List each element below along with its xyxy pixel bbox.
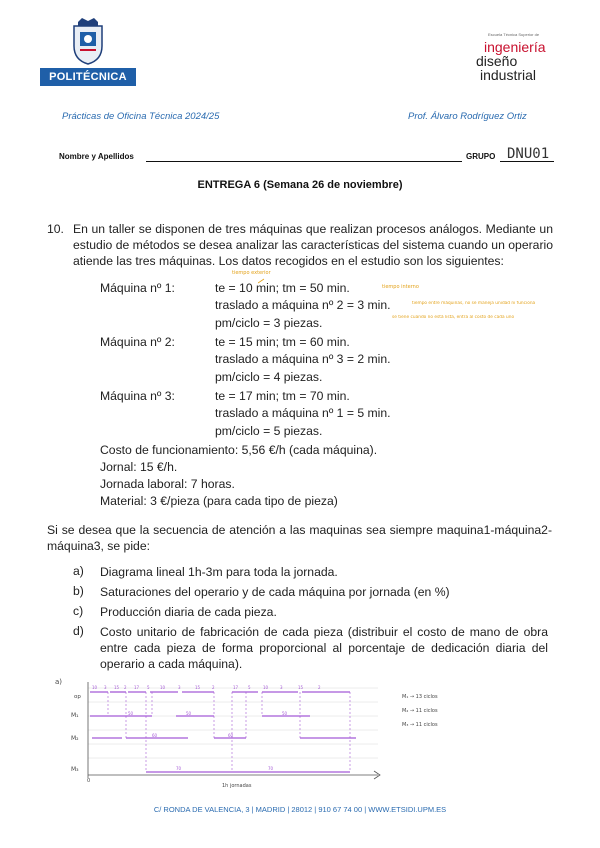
item-b-letter: b) [73, 584, 84, 598]
machine-3-transfer: traslado a máquina nº 1 = 5 min. [215, 406, 391, 420]
machine-2-pieces: pm/ciclo = 4 piezas. [215, 370, 323, 384]
footer-address: C/ RONDA DE VALENCIA, 3 | MADRID | 28012 | 910 67 74 00 | WWW.ETSIDI.UPM.ES [153, 805, 447, 814]
seg-label: 3 [104, 685, 107, 690]
machine-3-pieces: pm/ciclo = 5 piezas. [215, 424, 323, 438]
seg-label: 10 [92, 685, 98, 690]
logo-subtitle: Escuela Técnica Superior de [488, 32, 540, 37]
seg-label: 2 [212, 685, 215, 690]
row-m1-label: M₁ [71, 712, 79, 719]
note-transfer-1: tiempo entre máquinas, no se maneja unidad ni funciona [412, 301, 536, 306]
m1-value-label: 50 [128, 711, 134, 716]
professor-name: Prof. Álvaro Rodríguez Ortiz [408, 111, 527, 122]
page-title: ENTREGA 6 (Semana 26 de noviembre) [197, 179, 403, 191]
cost-material: Material: 3 €/pieza (para cada tipo de pieza) [100, 494, 338, 508]
seg-label: 15 [195, 685, 201, 690]
machine-2-transfer: traslado a máquina nº 3 = 2 min. [215, 352, 391, 366]
m1-value-label: 50 [282, 711, 288, 716]
m3-value-label: 70 [176, 766, 182, 771]
legend-m1: M₁ → 13 ciclos [402, 694, 438, 700]
problem-number: 10. [47, 222, 64, 236]
m1-value-label: 50 [186, 711, 192, 716]
machine-1-times: te = 10 min; tm = 50 min. [215, 281, 350, 295]
x-axis-label: 1h jornadas [222, 783, 252, 789]
note-transfer-2: se tiene cuando no está lista, entra al costo de cada uno [392, 315, 515, 320]
m2-value-label: 60 [152, 733, 158, 738]
cost-workday: Jornada laboral: 7 horas. [100, 477, 235, 491]
row-m3-label: M₃ [71, 766, 79, 773]
seg-label: 2 [124, 685, 127, 690]
origin-label: 0 [87, 778, 91, 784]
logo-ingenieria-text: ingeniería [484, 39, 546, 55]
seg-label: 15 [114, 685, 120, 690]
item-a-letter: a) [73, 564, 84, 578]
sequence-text: Si se desea que la secuencia de atención a las maquinas sea siempre maquina1-máquina2-máquina3, se pide: [47, 523, 552, 553]
logo-industrial: industrial [480, 67, 537, 83]
m2-value-label: 60 [228, 733, 234, 738]
seg-label: 17 [233, 685, 239, 690]
item-b-text: Saturaciones del operario y de cada máquina por jornada (en %) [100, 585, 450, 599]
seg-label: 3 [178, 685, 181, 690]
note-tm: tiempo interno [382, 284, 419, 290]
item-c-text: Producción diaria de cada pieza. [100, 605, 277, 619]
machine-3-times: te = 17 min; tm = 70 min. [215, 389, 350, 403]
seg-label: 5 [248, 685, 251, 690]
machine-1-pieces: pm/ciclo = 3 piezas. [215, 316, 323, 330]
machine-1-transfer: traslado a máquina nº 2 = 3 min. [215, 298, 391, 312]
item-d-text: Costo unitario de fabricación de cada pieza (distribuir el costo de mano de obra entre cada pieza de forma proporcional al porcentaje de dedicación diaria del operario a cada máquina). [100, 625, 548, 671]
legend-m3: M₃ → 11 ciclos [402, 722, 438, 728]
machine-3-label: Máquina nº 3: [100, 389, 175, 403]
group-value: DNU01 [507, 146, 550, 162]
seg-label: 10 [160, 685, 166, 690]
item-a-text: Diagrama lineal 1h-3m para toda la jornada. [100, 565, 338, 579]
seg-label: 10 [263, 685, 269, 690]
answer-a-label: a) [55, 678, 63, 686]
cost-operation: Costo de funcionamiento: 5,56 €/h (cada máquina). [100, 443, 378, 457]
row-m2-label: M₂ [71, 735, 79, 742]
m3-value-label: 70 [268, 766, 274, 771]
seg-label: 3 [280, 685, 283, 690]
course-name: Prácticas de Oficina Técnica 2024/25 [62, 111, 220, 122]
seg-label: 2 [318, 685, 321, 690]
row-op-label: op [74, 694, 81, 700]
machine-2-label: Máquina nº 2: [100, 335, 175, 349]
note-te: tiempo exterior [232, 270, 271, 276]
seg-label: 17 [134, 685, 140, 690]
politecnica-badge: POLITÉCNICA [40, 68, 136, 86]
item-c-letter: c) [73, 604, 84, 618]
legend-m2: M₂ → 11 ciclos [402, 708, 438, 714]
machine-2-times: te = 15 min; tm = 60 min. [215, 335, 350, 349]
group-label: GRUPO [466, 152, 496, 161]
name-label: Nombre y Apellidos [59, 152, 134, 161]
machine-1-label: Máquina nº 1: [100, 281, 175, 295]
cost-wage: Jornal: 15 €/h. [100, 460, 178, 474]
seg-label: 15 [298, 685, 304, 690]
logo-diseno: diseño [476, 53, 518, 69]
problem-intro: En un taller se disponen de tres máquinas que realizan procesos análogos. Mediante un estudio de métodos se desea analizar las características del sistema cuando un operario atiende las tres máquinas. Los datos recogidos en el estudio son los siguientes: [73, 222, 553, 268]
seg-label: 5 [147, 685, 150, 690]
item-d-letter: d) [73, 624, 84, 638]
